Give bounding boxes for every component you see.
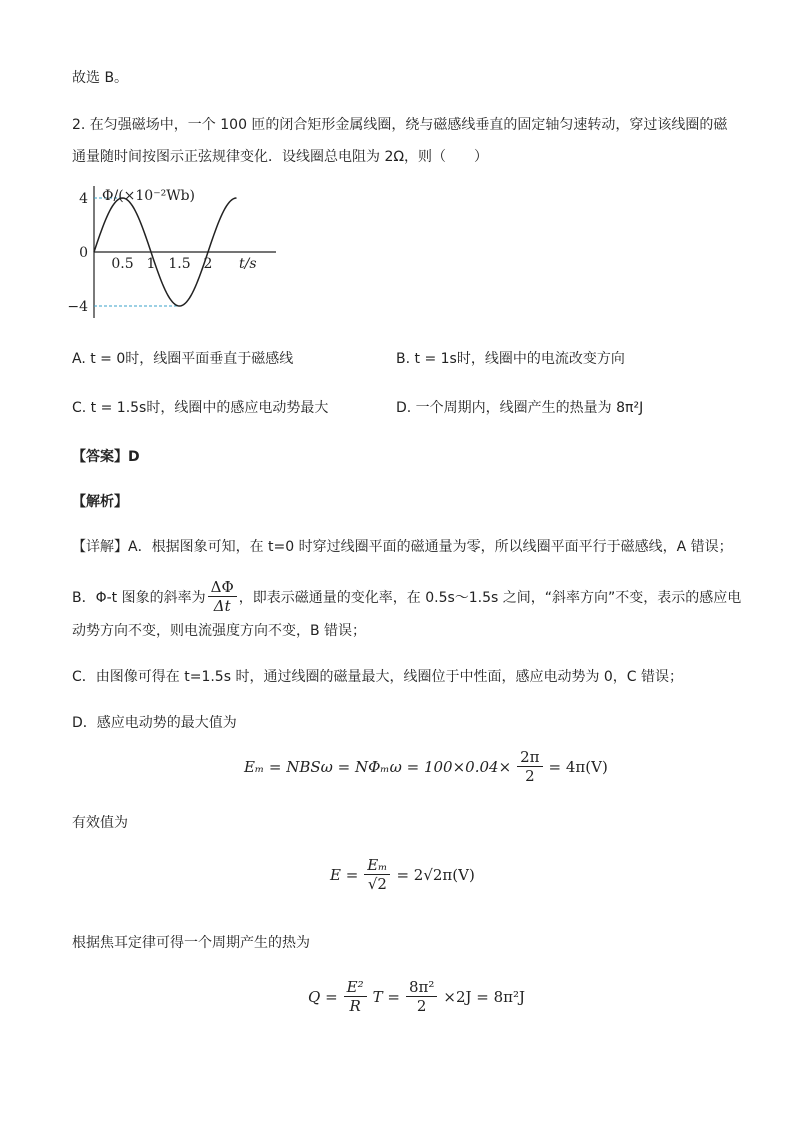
y-tick-label: 0 bbox=[79, 245, 88, 261]
eq3-left: Q = bbox=[308, 987, 338, 1006]
option-c: C. t = 1.5s时，线圈中的感应电动势最大 bbox=[72, 400, 329, 416]
eq2-denominator: √2 bbox=[367, 875, 387, 893]
eq3-numerator-1: E² bbox=[344, 978, 367, 997]
eq3-numerator-2: 8π² bbox=[406, 978, 437, 997]
joule-law-label: 根据焦耳定律可得一个周期产生的热为 bbox=[72, 935, 310, 951]
eq3-denominator-2: 2 bbox=[416, 997, 427, 1015]
x-tick-label: 1.5 bbox=[168, 256, 191, 272]
y-axis-label: Φ/(×10⁻²Wb) bbox=[102, 188, 196, 204]
option-d: D. 一个周期内，线圈产生的热量为 8π²J bbox=[396, 400, 644, 416]
eq1-denominator: 2 bbox=[525, 767, 535, 785]
effective-value-label: 有效值为 bbox=[72, 815, 128, 831]
eq2-fraction bbox=[364, 856, 390, 893]
eq3-fraction-2 bbox=[406, 978, 437, 1015]
eq3-mid: T = bbox=[372, 987, 400, 1006]
detail-b-post: ，即表示磁通量的变化率，在 0.5s～1.5s 之间，“斜率方向”不变，表示的感应电 bbox=[238, 589, 742, 606]
detail-a: 【详解】A．根据图象可知，在 t=0 时穿过线圈平面的磁通量为零，所以线圈平面平行于磁感线，A 错误； bbox=[72, 539, 733, 555]
x-tick-label: 0.5 bbox=[111, 256, 134, 272]
eq3-denominator-1: R bbox=[349, 997, 361, 1015]
answer-label: 【答案】D bbox=[72, 449, 140, 465]
question-2-line-2: 通量随时间按图示正弦规律变化．设线圈总电阻为 2Ω，则（ ） bbox=[72, 149, 489, 165]
y-tick-label: 4 bbox=[79, 191, 88, 207]
option-a: A. t = 0时，线圈平面垂直于磁感线 bbox=[72, 351, 294, 367]
eq1-numerator: 2π bbox=[517, 748, 542, 767]
x-tick-label: 2 bbox=[203, 256, 213, 272]
x-axis-label: t/s bbox=[239, 256, 257, 272]
question-2-line-1: 2. 在匀强磁场中，一个 100 匝的闭合矩形金属线圈，绕与磁感线垂直的固定轴匀速转动，穿过该线圈的磁 bbox=[72, 117, 728, 133]
slope-fraction bbox=[208, 578, 237, 615]
equation-emf-max bbox=[244, 748, 608, 785]
detail-b-pre: B．Φ-t 图象的斜率为 bbox=[72, 589, 206, 606]
option-b: B. t = 1s时，线圈中的电流改变方向 bbox=[396, 351, 625, 367]
eq2-left: E = bbox=[330, 865, 359, 884]
detail-d: D．感应电动势的最大值为 bbox=[72, 715, 237, 731]
eq1-fraction bbox=[517, 748, 542, 785]
eq2-numerator: Eₘ bbox=[364, 856, 390, 875]
equation-effective bbox=[330, 856, 475, 893]
x-tick-label: 1 bbox=[146, 256, 156, 272]
y-tick-label: −4 bbox=[67, 299, 88, 315]
eq3-right: ×2J = 8π²J bbox=[443, 987, 526, 1006]
detail-c: C．由图像可得在 t=1.5s 时，通过线圈的磁量最大，线圈位于中性面，感应电动势为 0，C 错误； bbox=[72, 669, 684, 685]
flux-time-chart bbox=[66, 182, 286, 322]
slope-numerator: ΔΦ bbox=[208, 578, 237, 597]
detail-b-line-2: 动势方向不变，则电流强度方向不变，B 错误； bbox=[72, 623, 367, 639]
detail-b-line-1 bbox=[72, 578, 741, 615]
eq1-left: Eₘ = NBSω = NΦₘω = 100×0.04× bbox=[244, 757, 512, 776]
slope-denominator: Δt bbox=[213, 597, 231, 615]
eq2-right: = 2√2π(V) bbox=[396, 865, 475, 884]
equation-heat bbox=[308, 978, 525, 1015]
eq3-fraction-1 bbox=[344, 978, 367, 1015]
analysis-label: 【解析】 bbox=[72, 494, 128, 510]
eq1-right: = 4π(V) bbox=[548, 757, 608, 776]
prev-answer-line: 故选 B。 bbox=[72, 70, 129, 86]
